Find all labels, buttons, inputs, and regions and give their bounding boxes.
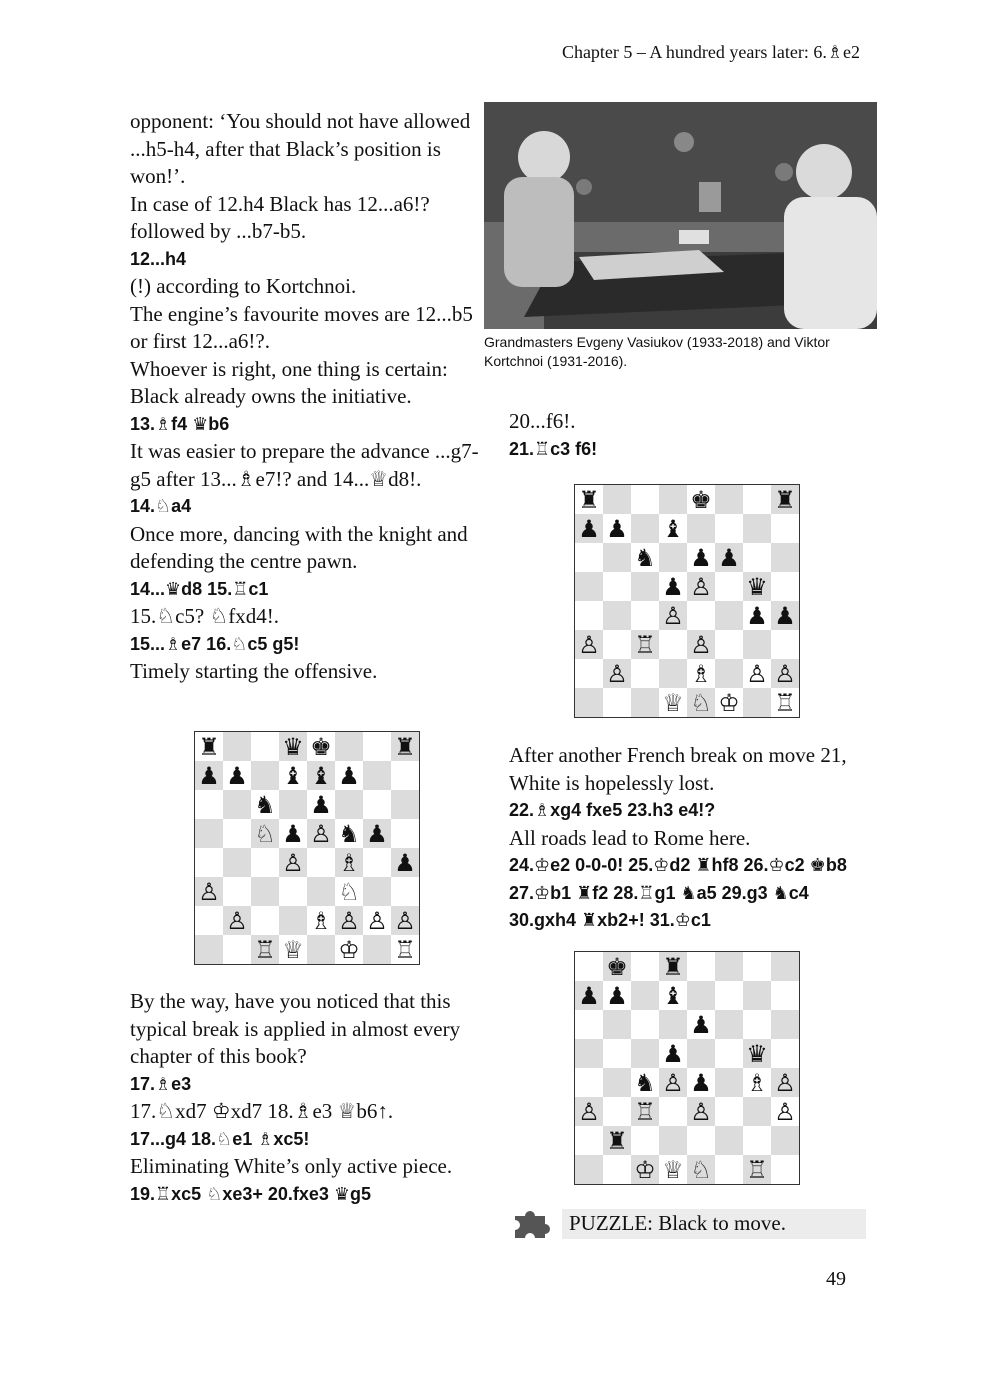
- move-line: 14.♘a4: [130, 496, 192, 516]
- chess-piece-square: ♚: [603, 952, 631, 981]
- chess-square: [363, 761, 391, 790]
- chess-piece-square: ♗: [687, 659, 715, 688]
- chess-square: [631, 485, 659, 514]
- chess-square: [715, 1097, 743, 1126]
- chess-square: [771, 1010, 799, 1039]
- chess-square: [743, 543, 771, 572]
- puzzle-label: PUZZLE: Black to move.: [569, 1211, 786, 1235]
- chess-square: [195, 819, 223, 848]
- move-line: 17.♗e3: [130, 1073, 192, 1094]
- chess-square: [603, 1068, 631, 1097]
- chess-square: [771, 1039, 799, 1068]
- move-line: 14...♛d8 15.♖c1: [130, 578, 269, 599]
- paragraph: 20...f6!.: [509, 409, 576, 433]
- chess-piece-square: ♙: [659, 601, 687, 630]
- chess-square: [715, 1039, 743, 1068]
- chess-square: [575, 543, 603, 572]
- chess-square: [363, 877, 391, 906]
- chess-piece-square: ♚: [307, 732, 335, 761]
- chess-piece-square: ♗: [743, 1068, 771, 1097]
- chess-square: [771, 630, 799, 659]
- chess-square: [223, 935, 251, 964]
- chess-square: [771, 981, 799, 1010]
- chess-piece-square: ♘: [687, 1155, 715, 1184]
- chess-square: [575, 1155, 603, 1184]
- move-line: 12...h4: [130, 248, 187, 269]
- chess-square: [631, 981, 659, 1010]
- chess-piece-square: ♜: [771, 485, 799, 514]
- chess-piece-square: ♔: [715, 688, 743, 717]
- chess-square: [575, 1039, 603, 1068]
- move-line: 24.♔e2 0-0-0! 25.♔d2 ♜hf8 26.♔c2 ♚b8 27.♔b1 ♜f2 28.♖g1 ♞a5 29.g3 ♞c4 30.gxh4 ♜xb2+! 31.♔c1: [509, 855, 847, 930]
- chess-square: [391, 790, 419, 819]
- chess-piece-square: ♙: [687, 1097, 715, 1126]
- chess-square: [631, 1010, 659, 1039]
- chess-piece-square: ♘: [687, 688, 715, 717]
- chess-piece-square: ♙: [223, 906, 251, 935]
- chess-piece-square: ♟: [771, 601, 799, 630]
- chess-piece-square: ♖: [251, 935, 279, 964]
- chess-piece-square: ♙: [307, 819, 335, 848]
- chess-piece-square: ♚: [687, 485, 715, 514]
- chess-piece-square: ♘: [335, 877, 363, 906]
- chess-piece-square: ♙: [743, 659, 771, 688]
- chess-piece-square: ♟: [687, 1010, 715, 1039]
- chess-piece-square: ♙: [391, 906, 419, 935]
- chess-piece-square: ♞: [251, 790, 279, 819]
- chess-square: [743, 981, 771, 1010]
- chess-square: [603, 688, 631, 717]
- chess-piece-square: ♔: [335, 935, 363, 964]
- chess-square: [603, 543, 631, 572]
- chess-square: [603, 572, 631, 601]
- chess-piece-square: ♙: [603, 659, 631, 688]
- right-column-top: [509, 408, 869, 463]
- chess-square: [687, 981, 715, 1010]
- chess-piece-square: ♙: [687, 572, 715, 601]
- left-column-lower: [130, 988, 490, 1208]
- chess-square: [715, 630, 743, 659]
- chess-square: [715, 1155, 743, 1184]
- chess-square: [575, 1010, 603, 1039]
- chess-square: [223, 732, 251, 761]
- paragraph: 15.♘c5? ♘fxd4!.: [130, 604, 280, 628]
- chess-square: [715, 601, 743, 630]
- chess-square: [631, 601, 659, 630]
- chess-piece-square: ♖: [743, 1155, 771, 1184]
- paragraph: The engine’s favourite moves are 12...b5 or first 12...a6!?.: [130, 301, 473, 353]
- move-line: 15...♗e7 16.♘c5 g5!: [130, 633, 300, 654]
- paragraph: Eliminating White’s only active piece.: [130, 1154, 453, 1178]
- chess-square: [743, 952, 771, 981]
- chess-square: [307, 877, 335, 906]
- chess-piece-square: ♞: [631, 543, 659, 572]
- chess-square: [743, 514, 771, 543]
- chess-piece-square: ♙: [771, 1097, 799, 1126]
- chess-piece-square: ♝: [659, 981, 687, 1010]
- chess-piece-square: ♙: [575, 630, 603, 659]
- photo-grandmasters: [484, 102, 877, 329]
- chess-piece-square: ♘: [251, 819, 279, 848]
- chess-square: [715, 485, 743, 514]
- chess-piece-square: ♟: [715, 543, 743, 572]
- chess-piece-square: ♛: [279, 732, 307, 761]
- chess-square: [391, 819, 419, 848]
- chess-square: [223, 848, 251, 877]
- chess-diagram-2: [574, 484, 800, 718]
- chess-piece-square: ♙: [335, 906, 363, 935]
- chess-piece-square: ♟: [195, 761, 223, 790]
- paragraph: opponent: ‘You should not have allowed ...h5-h4, after that Black’s position is won!’.: [130, 109, 471, 188]
- chess-square: [687, 1126, 715, 1155]
- chess-square: [195, 790, 223, 819]
- chess-square: [715, 1010, 743, 1039]
- chess-square: [307, 848, 335, 877]
- chess-piece-square: ♞: [631, 1068, 659, 1097]
- chess-piece-square: ♙: [771, 659, 799, 688]
- chess-piece-square: ♖: [631, 630, 659, 659]
- chess-piece-square: ♕: [279, 935, 307, 964]
- move-line: 21.♖c3 f6!: [509, 438, 598, 459]
- chess-square: [715, 1068, 743, 1097]
- chess-square: [687, 952, 715, 981]
- chess-piece-square: ♙: [687, 630, 715, 659]
- chess-square: [575, 601, 603, 630]
- chess-square: [659, 485, 687, 514]
- chess-square: [251, 732, 279, 761]
- chess-square: [575, 688, 603, 717]
- chess-square: [771, 572, 799, 601]
- chess-piece-square: ♝: [279, 761, 307, 790]
- chess-square: [659, 543, 687, 572]
- chess-square: [631, 1126, 659, 1155]
- chess-square: [631, 952, 659, 981]
- chess-square: [335, 732, 363, 761]
- chess-piece-square: ♛: [743, 572, 771, 601]
- chess-piece-square: ♟: [659, 572, 687, 601]
- chess-square: [715, 952, 743, 981]
- chess-piece-square: ♟: [603, 514, 631, 543]
- chess-square: [743, 630, 771, 659]
- chess-square: [631, 659, 659, 688]
- chess-piece-square: ♕: [659, 688, 687, 717]
- paragraph: Whoever is right, one thing is certain: Black already owns the initiative.: [130, 356, 448, 408]
- chess-piece-square: ♟: [363, 819, 391, 848]
- chess-square: [603, 1155, 631, 1184]
- chess-square: [659, 630, 687, 659]
- paragraph: By the way, have you noticed that this typical break is applied in almost every chapter of this book?: [130, 989, 461, 1068]
- chess-square: [771, 952, 799, 981]
- chess-square: [771, 514, 799, 543]
- chess-square: [715, 572, 743, 601]
- chess-square: [603, 630, 631, 659]
- chess-square: [631, 572, 659, 601]
- chess-piece-square: ♗: [307, 906, 335, 935]
- chess-square: [659, 1097, 687, 1126]
- chess-piece-square: ♙: [771, 1068, 799, 1097]
- paragraph: It was easier to prepare the advance ...g7-g5 after 13...♗e7!? and 14...♕d8!.: [130, 439, 479, 491]
- chess-diagram-puzzle: [574, 951, 800, 1185]
- chess-square: [631, 514, 659, 543]
- chess-square: [771, 1155, 799, 1184]
- chess-square: [307, 935, 335, 964]
- chess-square: [363, 790, 391, 819]
- paragraph: Once more, dancing with the knight and defending the centre pawn.: [130, 521, 468, 573]
- chess-piece-square: ♙: [279, 848, 307, 877]
- chess-square: [603, 1097, 631, 1126]
- paragraph: In case of 12.h4 Black has 12...a6!? followed by ...b7-b5.: [130, 191, 430, 243]
- chess-square: [251, 877, 279, 906]
- chess-square: [771, 543, 799, 572]
- move-line: 13.♗f4 ♛b6: [130, 413, 230, 434]
- chess-square: [715, 1126, 743, 1155]
- page-number: 49: [826, 1268, 846, 1290]
- chess-piece-square: ♝: [659, 514, 687, 543]
- chess-piece-square: ♜: [603, 1126, 631, 1155]
- chess-square: [575, 1068, 603, 1097]
- running-header: Chapter 5 – A hundred years later: 6.♗e2: [561, 42, 860, 62]
- chess-square: [603, 485, 631, 514]
- chess-square: [659, 659, 687, 688]
- photo-illustration: [484, 102, 877, 329]
- chess-square: [575, 952, 603, 981]
- chess-square: [687, 601, 715, 630]
- chess-square: [743, 688, 771, 717]
- chess-square: [391, 761, 419, 790]
- paragraph: After another French break on move 21, White is hopelessly lost.: [509, 743, 847, 795]
- chess-square: [391, 877, 419, 906]
- chess-piece-square: ♟: [575, 981, 603, 1010]
- chess-piece-square: ♜: [195, 732, 223, 761]
- chess-piece-square: ♟: [307, 790, 335, 819]
- chess-square: [195, 935, 223, 964]
- chess-piece-square: ♟: [687, 543, 715, 572]
- puzzle-banner: [511, 1206, 866, 1240]
- chess-square: [743, 1010, 771, 1039]
- puzzle-piece-icon: [511, 1206, 559, 1240]
- chess-piece-square: ♙: [575, 1097, 603, 1126]
- chess-piece-square: ♟: [603, 981, 631, 1010]
- chess-square: [251, 761, 279, 790]
- chess-square: [279, 877, 307, 906]
- chess-piece-square: ♜: [575, 485, 603, 514]
- chess-piece-square: ♙: [363, 906, 391, 935]
- paragraph: Timely starting the offensive.: [130, 659, 378, 683]
- chess-square: [687, 1039, 715, 1068]
- paragraph: 17.♘xd7 ♔xd7 18.♗e3 ♕b6↑.: [130, 1099, 394, 1123]
- chess-square: [363, 732, 391, 761]
- move-line: 19.♖xc5 ♘xe3+ 20.fxe3 ♛g5: [130, 1183, 372, 1204]
- chess-square: [631, 688, 659, 717]
- chess-square: [743, 485, 771, 514]
- right-column-middle: [509, 742, 869, 935]
- chess-square: [223, 790, 251, 819]
- chess-piece-square: ♟: [279, 819, 307, 848]
- chess-piece-square: ♟: [223, 761, 251, 790]
- chess-square: [715, 514, 743, 543]
- chess-square: [743, 1126, 771, 1155]
- chess-piece-square: ♟: [659, 1039, 687, 1068]
- chess-square: [279, 906, 307, 935]
- chess-piece-square: ♙: [659, 1068, 687, 1097]
- chess-diagram-1: [194, 731, 420, 965]
- chess-square: [575, 572, 603, 601]
- chess-piece-square: ♛: [743, 1039, 771, 1068]
- left-column: [130, 108, 490, 686]
- chess-square: [603, 1010, 631, 1039]
- chess-square: [251, 848, 279, 877]
- chess-square: [603, 1039, 631, 1068]
- chess-square: [251, 906, 279, 935]
- chess-piece-square: ♟: [575, 514, 603, 543]
- chess-square: [223, 819, 251, 848]
- chess-piece-square: ♝: [307, 761, 335, 790]
- move-line: 17...g4 18.♘e1 ♗xc5!: [130, 1128, 310, 1149]
- chess-square: [363, 935, 391, 964]
- chess-square: [771, 1126, 799, 1155]
- chess-piece-square: ♜: [659, 952, 687, 981]
- chess-square: [603, 601, 631, 630]
- paragraph: All roads lead to Rome here.: [509, 825, 751, 850]
- chess-piece-square: ♞: [335, 819, 363, 848]
- chess-square: [279, 790, 307, 819]
- chess-piece-square: ♗: [335, 848, 363, 877]
- chess-piece-square: ♖: [771, 688, 799, 717]
- chess-square: [195, 906, 223, 935]
- photo-caption: Grandmasters Evgeny Vasiukov (1933-2018) and Viktor Kortchnoi (1931-2016).: [484, 334, 830, 369]
- chess-square: [743, 1097, 771, 1126]
- chess-square: [363, 848, 391, 877]
- chess-piece-square: ♖: [631, 1097, 659, 1126]
- chess-piece-square: ♟: [687, 1068, 715, 1097]
- chess-square: [575, 1126, 603, 1155]
- chess-square: [659, 1126, 687, 1155]
- chess-piece-square: ♜: [391, 732, 419, 761]
- chess-square: [195, 848, 223, 877]
- chess-square: [223, 877, 251, 906]
- chess-piece-square: ♟: [391, 848, 419, 877]
- chess-piece-square: ♙: [195, 877, 223, 906]
- chess-square: [659, 1010, 687, 1039]
- chess-piece-square: ♔: [631, 1155, 659, 1184]
- chess-square: [631, 1039, 659, 1068]
- move-line: 22.♗xg4 fxe5 23.h3 e4!?: [509, 800, 716, 820]
- chess-piece-square: ♖: [391, 935, 419, 964]
- chess-piece-square: ♟: [335, 761, 363, 790]
- chess-piece-square: ♟: [743, 601, 771, 630]
- chess-square: [687, 514, 715, 543]
- paragraph: (!) according to Kortchnoi.: [130, 274, 357, 298]
- chess-piece-square: ♕: [659, 1155, 687, 1184]
- chess-square: [715, 981, 743, 1010]
- chess-square: [715, 659, 743, 688]
- chess-square: [335, 790, 363, 819]
- chess-square: [575, 659, 603, 688]
